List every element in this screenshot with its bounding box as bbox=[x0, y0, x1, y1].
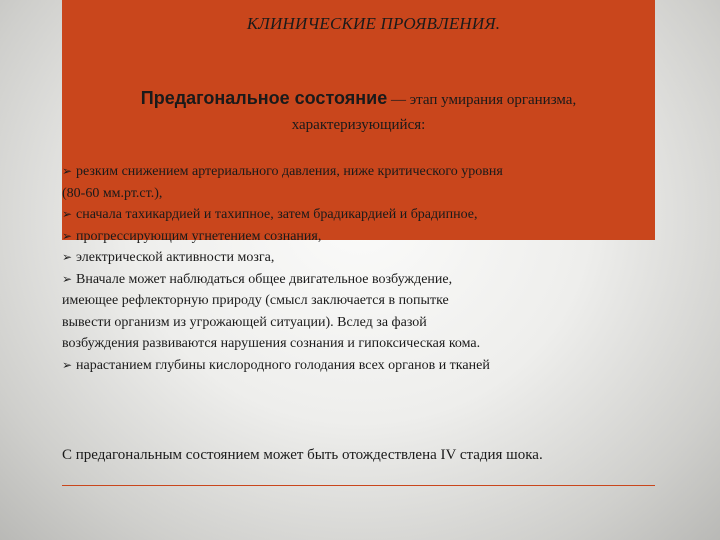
arrowhead-bullet-icon: ➢ bbox=[62, 164, 73, 178]
list-item bbox=[62, 247, 662, 269]
footer-note: С предагональным состоянием может быть отождествлена IV стадия шока. bbox=[62, 447, 543, 463]
arrowhead-bullet-icon: ➢ bbox=[62, 357, 73, 372]
list-item-line: электрической активности мозга, bbox=[76, 250, 275, 265]
lead-definition-line1: — этап умирания организма, bbox=[387, 92, 577, 108]
list-item-line: нарастанием глубины кислородного голодания всех органов и тканей bbox=[76, 357, 490, 373]
lead-definition-line2: характеризующийся: bbox=[291, 117, 426, 133]
list-item bbox=[62, 204, 662, 226]
list-item-line: Вначале может наблюдаться общее двигательное возбуждение, bbox=[76, 271, 453, 287]
arrowhead-bullet-icon: ➢ bbox=[62, 207, 73, 221]
list-item-line: (80-60 мм.рт.ст.), bbox=[62, 185, 163, 201]
list-item-line: резким снижением артериального давления, ниже критического уровня bbox=[76, 164, 503, 179]
list-item-line: сначала тахикардией и тахипное, затем брадикардией и брадипное, bbox=[76, 207, 478, 222]
list-item bbox=[62, 161, 662, 204]
list-item bbox=[62, 226, 662, 248]
symptom-list bbox=[62, 161, 662, 376]
arrowhead-bullet-icon: ➢ bbox=[62, 271, 73, 286]
arrowhead-bullet-icon: ➢ bbox=[62, 250, 73, 264]
footer-divider bbox=[62, 485, 655, 486]
arrowhead-bullet-icon: ➢ bbox=[62, 228, 73, 243]
list-item bbox=[62, 355, 662, 377]
lead-paragraph bbox=[62, 86, 655, 138]
slide-title: КЛИНИЧЕСКИЕ ПРОЯВЛЕНИЯ. bbox=[246, 14, 501, 33]
list-item bbox=[62, 269, 662, 355]
list-item-line: прогрессирующим угнетением сознания, bbox=[76, 228, 322, 244]
list-item-line: имеющее рефлекторную природу (смысл заключается в попытке bbox=[62, 293, 449, 308]
list-item-line: возбуждения развиваются нарушения сознания и гипоксическая кома. bbox=[62, 336, 481, 351]
list-item-line: вывести организм из угрожающей ситуации). Вслед за фазой bbox=[62, 314, 427, 330]
lead-term: Предагональное состояние bbox=[140, 88, 388, 108]
